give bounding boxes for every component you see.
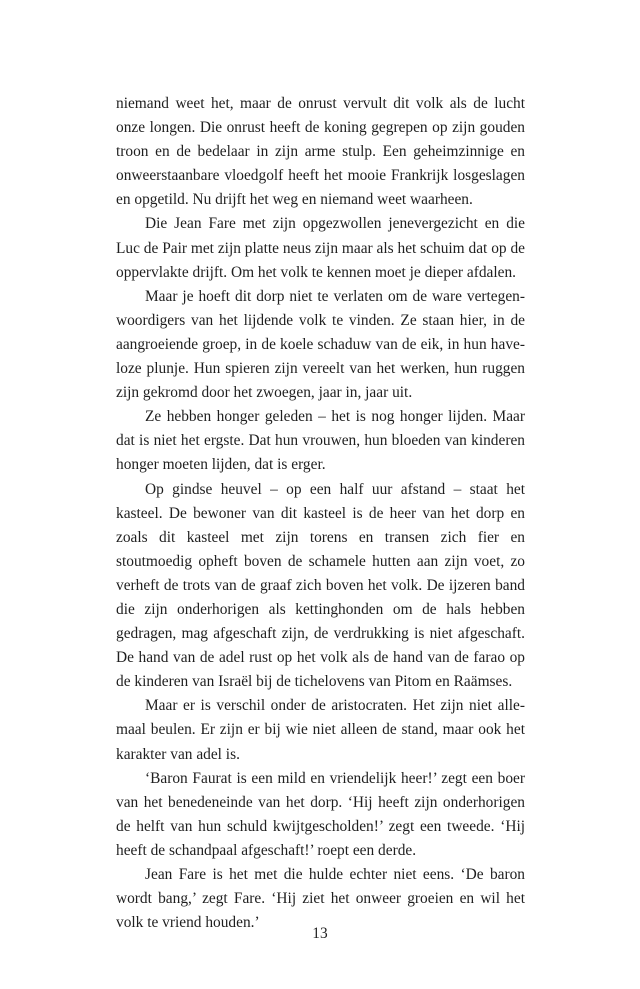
paragraph-8: Jean Fare is het met die hulde echter niet eens. ‘De baron wordt bang,’ zegt Fare. ‘Hij ziet het onweer groeien en wil het volk te vriend houden.’: [116, 866, 525, 932]
paragraph-5: Op gindse heuvel – op een half uur afstand – staat het kasteel. De bewoner van dit kasteel is de heer van het dorp en zoals dit kasteel met zijn torens en transen zich fier en stoutmoedig opheft boven de schamele hutten aan zijn voet, zo verheft de trots van de graaf zich boven het volk. De ijzeren band die zijn onderhorigen als kettinghonden om de hals hebben gedragen, mag afgeschaft zijn, de verdrukking is niet afgeschaft. De hand van de adel rust op het volk als de hand van de farao op de kinderen van Israël bij de tichelovens van Pitom en Raämses.: [116, 480, 525, 691]
page-body: [116, 92, 525, 935]
paragraph-7: ‘Baron Faurat is een mild en vriendelijk heer!’ zegt een boer van het benedeneinde van het dorp. ‘Hij heeft zijn onderhorigen de helft van hun schuld kwijtgescholden!’ zegt een tweede. ‘Hij heeft de schandpaal afgeschaft!’ roept een derde.: [116, 769, 525, 859]
paragraph-1: niemand weet het, maar de onrust vervult dit volk als de lucht onze longen. Die onrust heeft de koning gegrepen op zijn gouden troon en de bedelaar in zijn arme stulp. Een geheimzinnige en onweerstaanbare vloedgolf heeft het mooie Frankrijk losgeslagen en opgetild. Nu drijft het weg en niemand weet waarheen.: [116, 95, 525, 209]
paragraph-2: Die Jean Fare met zijn opgezwollen jenevergezicht en die Luc de Pair met zijn platte neus zijn maar als het schuim dat op de oppervlakte drijft. Om het volk te kennen moet je dieper afdalen.: [116, 215, 525, 281]
paragraph-4: Ze hebben honger geleden – het is nog honger lijden. Maar dat is niet het ergste. Dat hun vrouwen, hun bloeden van kinderen honger moeten lijden, dat is erger.: [116, 408, 525, 474]
paragraph-6: Maar er is verschil onder de aristocraten. Het zijn niet allemaal beulen. Er zijn er bij wie niet alleen de stand, maar ook het karakter van adel is.: [116, 697, 525, 763]
paragraph-3: Maar je hoeft dit dorp niet te verlaten om de ware vertegenwoordigers van het lijdende volk te vinden. Ze staan hier, in de aangroeiende groep, in de koele schaduw van de eik, in hun haveloze plunje. Hun spieren zijn vereelt van het werken, hun ruggen zijn gekromd door het zwoegen, jaar in, jaar uit.: [116, 287, 525, 402]
page-number: 13: [312, 925, 328, 942]
